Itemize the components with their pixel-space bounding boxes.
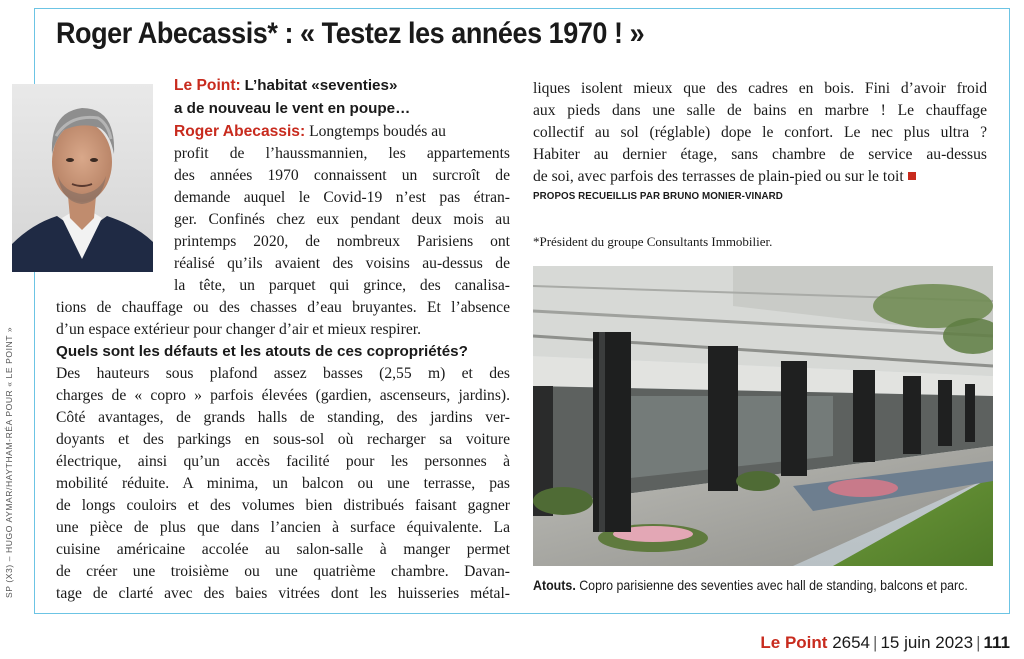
page-footer bbox=[760, 633, 1010, 653]
respondent-label: Roger Abecassis: bbox=[174, 123, 306, 140]
answer-1-line: ger. Confinés chez eux pendant deux mois au bbox=[174, 211, 510, 228]
question-1-line-1 bbox=[174, 75, 397, 96]
photo-caption bbox=[533, 578, 968, 593]
answer-1-line: printemps 2020, de nombreux Parisiens ont bbox=[174, 233, 510, 250]
answer-2-line: de longs couloirs et des volumes bien distribués faisant gagner bbox=[56, 497, 510, 514]
building-photo bbox=[533, 266, 993, 566]
answer-2-line: tage de clarté avec des baies vitrées dont les huisseries métal- bbox=[56, 585, 510, 602]
question-1-text: L’habitat «seventies» bbox=[244, 77, 398, 94]
answer-2-col2-line: aux pieds dans une salle de bains en marbre ! Le chauffage bbox=[533, 102, 987, 119]
footer-separator: | bbox=[873, 633, 878, 652]
caption-lead: Atouts. bbox=[533, 578, 576, 593]
answer-2-line: charges de « copro » parfois élevées (gardien, ascenseurs, jardins). bbox=[56, 387, 510, 404]
footer-page-number: 111 bbox=[983, 633, 1010, 652]
portrait-photo bbox=[12, 84, 153, 272]
answer-1-first-text: Longtemps boudés au bbox=[309, 123, 446, 140]
answer-1-line: réalisé qu’ils avaient des voisins au-dessus de bbox=[174, 255, 510, 272]
answer-2-line: une pièce de plus que dans l’ancien à surface équivalente. La bbox=[56, 519, 510, 536]
answer-1-line: la tête, un parquet qui grince, des canalisa- bbox=[174, 277, 510, 294]
answer-2-col2-line: collectif au sol (réglable) dope le confort. Le nec plus ultra ? bbox=[533, 124, 987, 141]
answer-2-line: Des hauteurs sous plafond assez basses (2,55 m) et des bbox=[56, 365, 510, 382]
article-title: Roger Abecassis* : « Testez les années 1970 ! » bbox=[56, 17, 645, 50]
answer-2-line: électrique, ainsi qu’un accès facilité pour les personnes à bbox=[56, 453, 510, 470]
answer-1-line: des années 1970 connaissent un surcroît de bbox=[174, 167, 510, 184]
answer-2-line: de créer une troisième ou une quatrième chambre. Davan- bbox=[56, 563, 510, 580]
answer-2-col2-line: Habiter au dernier étage, sans chambre de service au-dessus bbox=[533, 146, 987, 163]
photo-credit: SP (X3) – HUGO AYMAR/HAYTHAM-RÉA POUR « LE POINT » bbox=[4, 326, 14, 598]
footer-issue: 2654 bbox=[832, 633, 871, 652]
footer-date: 15 juin 2023 bbox=[880, 633, 974, 652]
answer-2-line: mobilité réduite. A minima, un balcon ou une terrasse, pas bbox=[56, 475, 510, 492]
answer-1-line: d’un espace extérieur pour changer d’air et mieux respirer. bbox=[56, 321, 421, 338]
answer-1-line: tions de chauffage ou des chasses d’eau bruyantes. Et l’absence bbox=[56, 299, 510, 316]
answer-2-line: doyants et des parkings en sous-sol où recharger sa voiture bbox=[56, 431, 510, 448]
footer-separator: | bbox=[976, 633, 981, 652]
answer-2-line: cuisine américaine accolée au salon-salle à manger permet bbox=[56, 541, 510, 558]
answer-2-col2-line: liques isolent mieux que des cadres en bois. Fini d’avoir froid bbox=[533, 80, 987, 97]
answer-2-line: Côté avantages, de grands halls de standing, des jardins ver- bbox=[56, 409, 510, 426]
footer-brand: Le Point bbox=[760, 633, 828, 652]
answer-2-col2-last-text: de soi, avec parfois des terrasses de plain-pied ou sur le toit bbox=[533, 168, 904, 185]
answer-1-line: demande auquel le Covid-19 n’est pas étran- bbox=[174, 189, 510, 206]
answer-1-line: profit de l’haussmannien, les appartements bbox=[174, 145, 510, 162]
byline: PROPOS RECUEILLIS PAR BRUNO MONIER-VINARD bbox=[533, 190, 783, 202]
answer-1-first-line bbox=[174, 121, 446, 142]
end-of-article-mark bbox=[908, 172, 916, 180]
answer-2-col2-last-line bbox=[533, 166, 916, 187]
interviewer-label: Le Point: bbox=[174, 77, 241, 94]
footnote: *Président du groupe Consultants Immobilier. bbox=[533, 234, 773, 249]
question-1-line-2: a de nouveau le vent en poupe… bbox=[174, 100, 411, 117]
question-2: Quels sont les défauts et les atouts de ces copropriétés? bbox=[56, 343, 468, 360]
caption-text: Copro parisienne des seventies avec hall de standing, balcons et parc. bbox=[575, 578, 968, 593]
